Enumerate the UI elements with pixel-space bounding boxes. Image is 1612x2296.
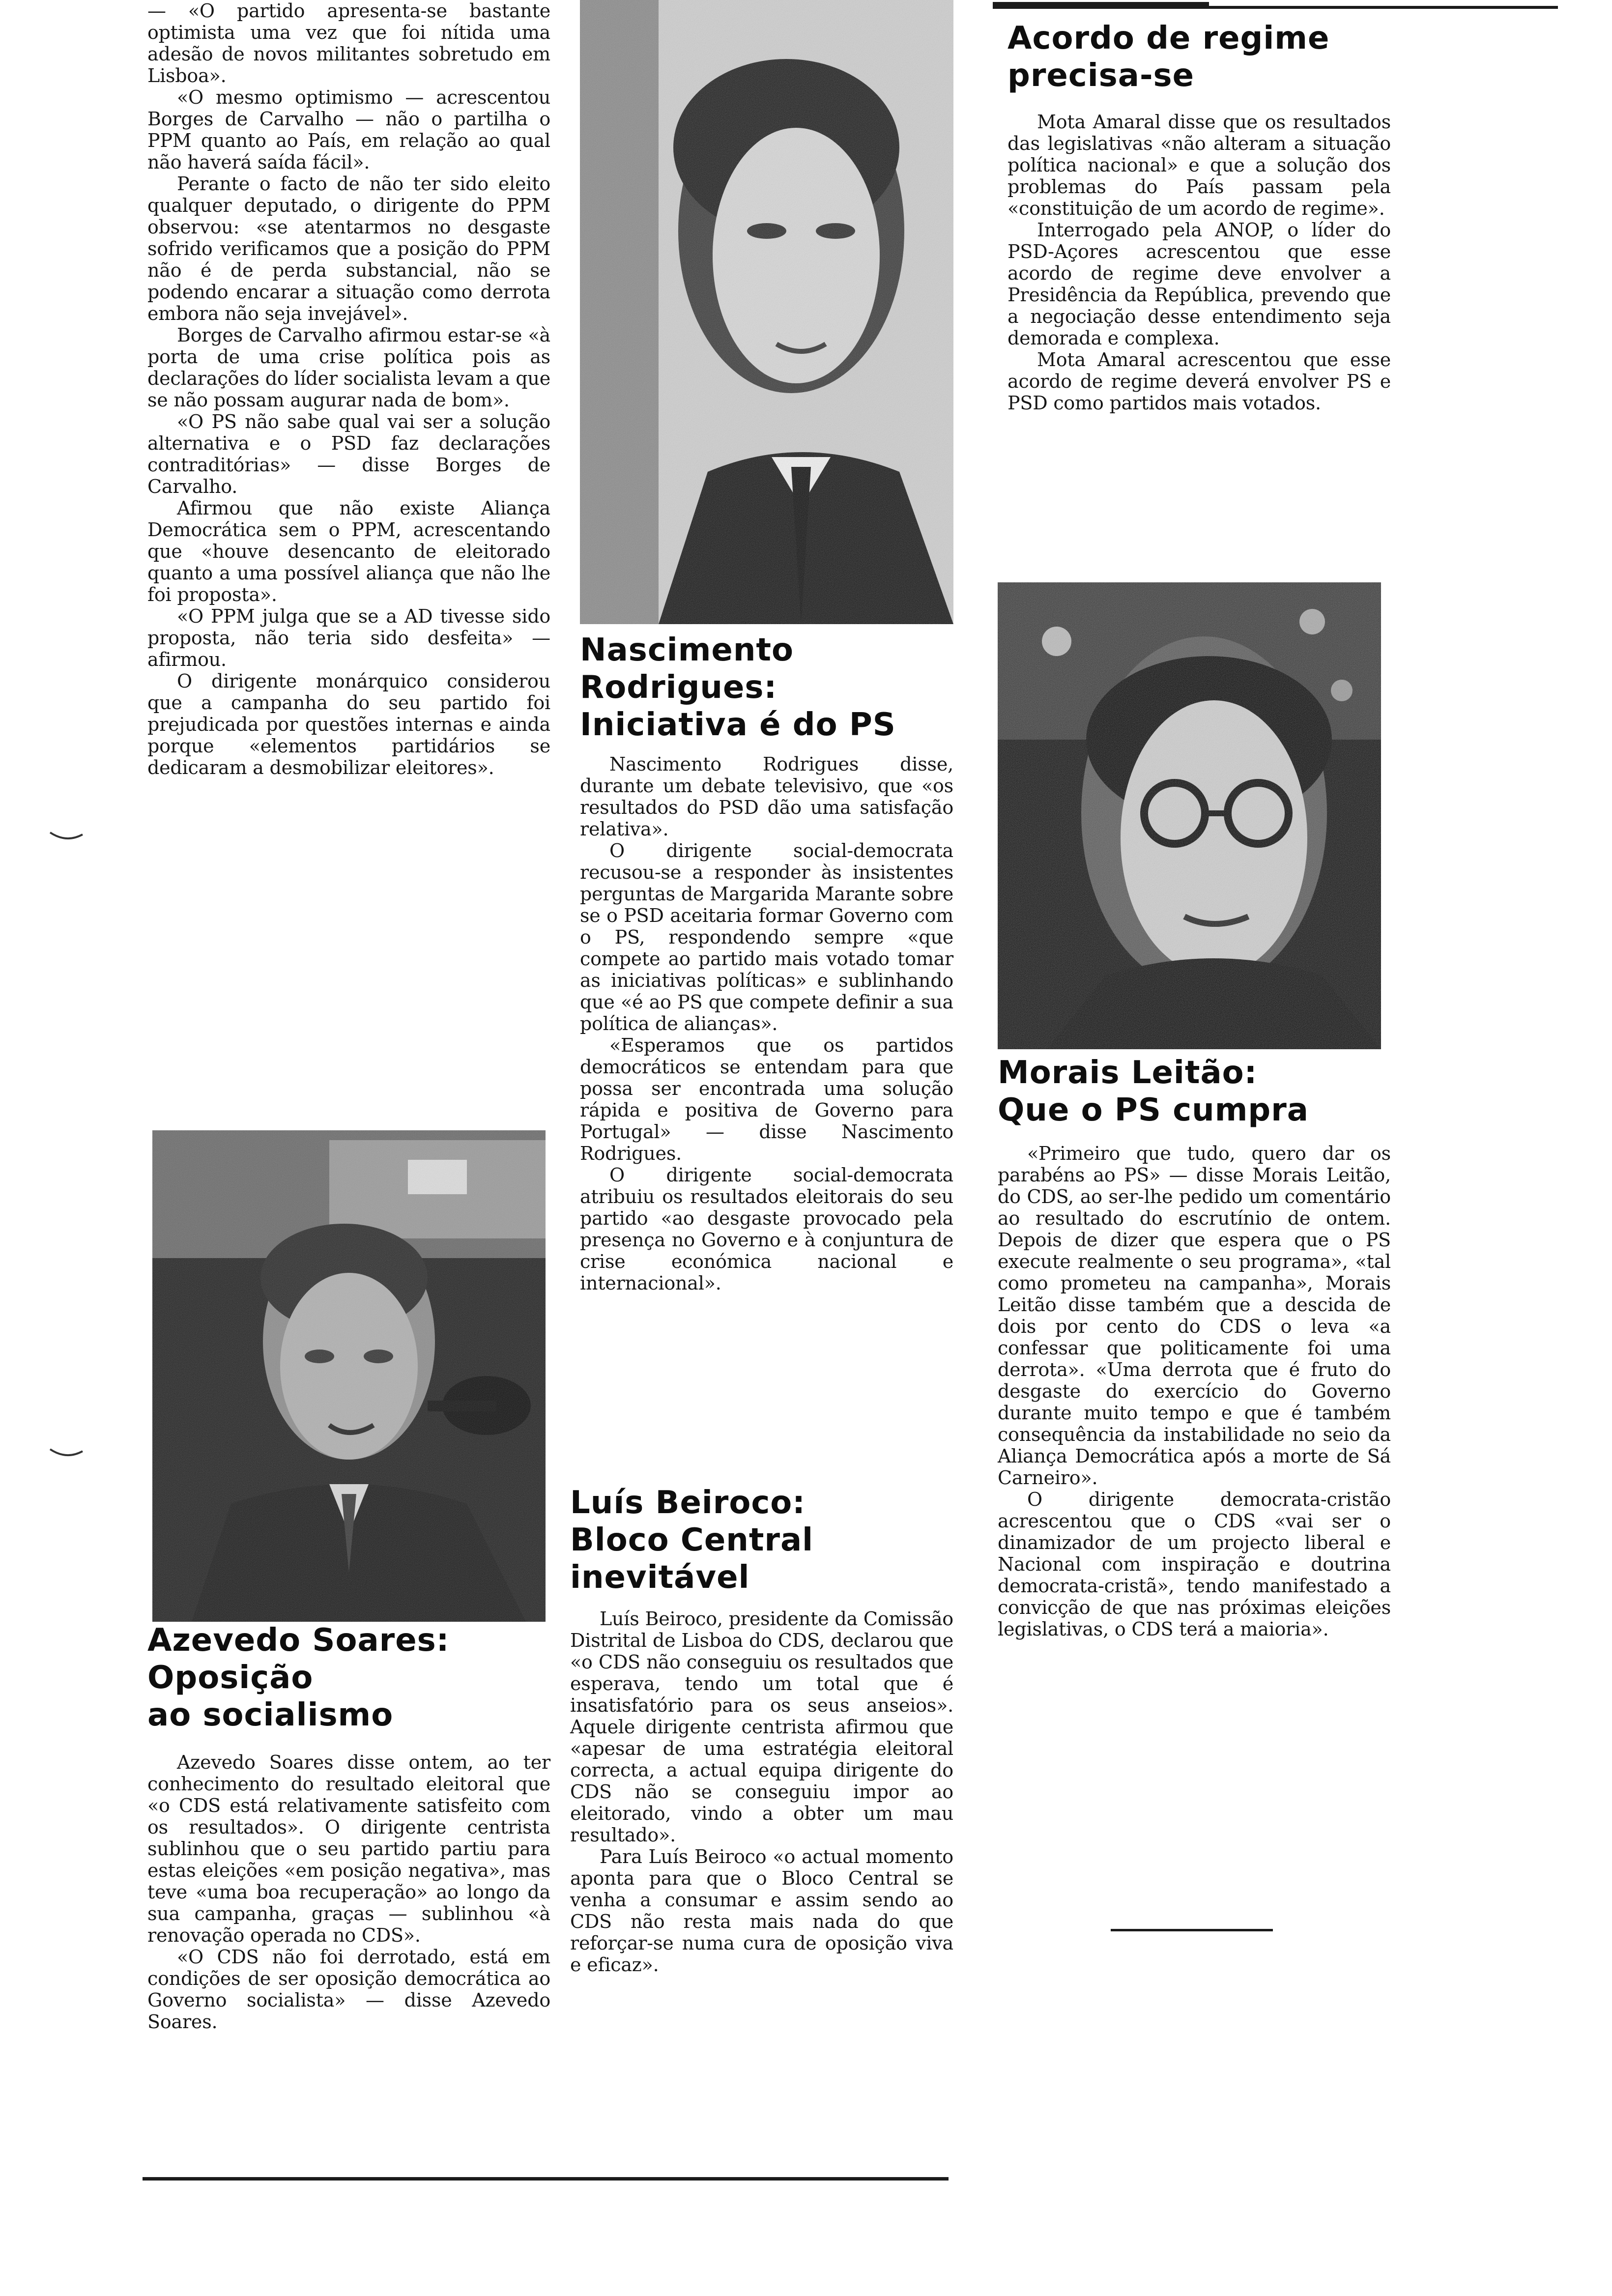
photo-morais-leitao	[998, 582, 1381, 1049]
bottom-rule	[143, 2177, 949, 2181]
article-azevedo-soares	[147, 1622, 550, 2033]
top-rule-thick	[993, 2, 1209, 7]
paragraph: Mota Amaral disse que os resultados das legislativas «não alteram a situação política nacional» e que a solução dos problemas do País passam pela «constituição de um acordo de regime».	[1008, 111, 1391, 219]
paragraph: O dirigente social-democrata recusou-se a responder às insistentes perguntas de Margarida Marante sobre se o PSD aceitaria formar Governo com o PS, respondendo sempre «que compete ao partido mais votado tomar as iniciativas políticas» e sublinhando que «é ao PS que compete definir a sua política de alianças».	[580, 840, 953, 1034]
heading-line: Oposição	[147, 1660, 314, 1696]
paragraph: — «O partido apresenta-se bastante optimista uma vez que foi nítida uma adesão de novos militantes sobretudo em Lisboa».	[147, 0, 550, 86]
paragraph: O dirigente social-democrata atribuiu os resultados eleitorais do seu partido «ao desgaste provocado pela presença no Governo e à conjuntura de crise económica nacional e internacional».	[580, 1164, 953, 1294]
paragraph: O dirigente democrata-cristão acrescentou que o CDS «vai ser o dinamizador de um projecto liberal e Nacional com inspiração e doutrina democrata-cristã», tendo manifestado a convicção de que nas próximas eleições legislativas, o CDS terá a maioria».	[998, 1489, 1391, 1640]
photo-nascimento-rodrigues	[580, 0, 953, 624]
paragraph: «O CDS não foi derrotado, está em condições de ser oposição democrática ao Governo socialista» — disse Azevedo Soares.	[147, 1946, 550, 2033]
paragraph: «Primeiro que tudo, quero dar os parabéns ao PS» — disse Morais Leitão, do CDS, ao ser-lhe pedido um comentário ao resultado do escrutínio de ontem. Depois de dizer que espera que o PS execute realmente o seu programa», «tal como prometeu na campanha», Morais Leitão disse também que a descida de dois por cento do CDS o leva «a confessar que politicamente foi uma derrota». «Uma derrota que é fruto do desgaste do exercício do Governo durante muito tempo e que é também consequência da instabilidade no seio da Aliança Democrática após a morte de Sá Carneiro».	[998, 1143, 1391, 1489]
heading-line: Morais Leitão:	[998, 1055, 1258, 1091]
paragraph: Para Luís Beiroco «o actual momento aponta para que o Bloco Central se venha a consumar e assim sendo ao CDS não resta mais nada do que reforçar-se numa cura de oposição viva e eficaz».	[570, 1846, 953, 1976]
punch-mark	[49, 1447, 84, 1459]
heading-line: Nascimento	[580, 632, 794, 668]
article-luis-beiroco	[570, 1484, 953, 1976]
punch-mark	[49, 831, 84, 842]
heading-line: Bloco Central	[570, 1522, 814, 1558]
article-nascimento-rodrigues	[580, 631, 953, 1294]
heading-line: Luís Beiroco:	[570, 1485, 806, 1521]
end-rule	[1111, 1929, 1273, 1931]
paragraph: Nascimento Rodrigues disse, durante um debate televisivo, que «os resultados do PSD dão uma satisfação relativa».	[580, 753, 953, 840]
article-morais-leitao	[998, 1054, 1391, 1640]
heading-line: Iniciativa é do PS	[580, 707, 896, 743]
heading-line: Rodrigues:	[580, 669, 777, 706]
paragraph: «O mesmo optimismo — acrescentou Borges de Carvalho — não o partilha o PPM quanto ao País, em relação ao qual não haverá saída fácil».	[147, 86, 550, 173]
paragraph: Perante o facto de não ter sido eleito qualquer deputado, o dirigente do PPM observou: «se atentarmos no desgaste sofrido verificamos que a posição do PPM não é de perda substancial, não se podendo encarar a situação como derrota embora não seja invejável».	[147, 173, 550, 324]
paragraph: Interrogado pela ANOP, o líder do PSD-Açores acrescentou que esse acordo de regime deve envolver a Presidência da República, prevendo que a negociação desse entendimento seja demorada e complexa.	[1008, 219, 1391, 349]
photo-azevedo-soares	[152, 1130, 546, 1622]
heading-line: Azevedo Soares:	[147, 1622, 450, 1659]
heading-line: Que o PS cumpra	[998, 1092, 1309, 1128]
paragraph: «O PPM julga que se a AD tivesse sido proposta, não teria sido desfeita» — afirmou.	[147, 605, 550, 670]
paragraph: Mota Amaral acrescentou que esse acordo de regime deverá envolver PS e PSD como partidos mais votados.	[1008, 349, 1391, 414]
heading-line: ao socialismo	[147, 1697, 394, 1733]
paragraph: «O PS não sabe qual vai ser a solução alternativa e o PSD faz declarações contraditórias» — disse Borges de Carvalho.	[147, 411, 550, 497]
paragraph: «Esperamos que os partidos democráticos se entendam para que possa ser encontrada uma solução rápida e positiva de Governo para Portugal» — disse Nascimento Rodrigues.	[580, 1034, 953, 1164]
article-ppm	[147, 0, 550, 778]
heading-line: precisa-se	[1008, 57, 1194, 94]
paragraph: O dirigente monárquico considerou que a campanha do seu partido foi prejudicada por questões internas e ainda porque «elementos partidários se dedicaram a desmobilizar eleitores».	[147, 670, 550, 778]
article-mota-amaral	[1008, 20, 1391, 414]
paragraph: Afirmou que não existe Aliança Democrática sem o PPM, acrescentando que «houve desencanto de eleitorado quanto a uma possível aliança que não lhe foi proposta».	[147, 497, 550, 605]
paragraph: Luís Beiroco, presidente da Comissão Distrital de Lisboa do CDS, declarou que «o CDS não conseguiu os resultados que esperava, tendo um total que é insatisfatório para os seus anseios». Aquele dirigente centrista afirmou que «apesar de uma estratégia eleitoral correcta, a actual equipa dirigente do CDS não se conseguiu impor ao eleitorado, vindo a obter um mau resultado».	[570, 1608, 953, 1846]
paragraph: Azevedo Soares disse ontem, ao ter conhecimento do resultado eleitoral que «o CDS está relativamente satisfeito com os resultados». O dirigente centrista sublinhou que o seu partido partiu para estas eleições «em posição negativa», mas teve «uma boa recuperação» ao longo da sua campanha, graças — sublinhou «à renovação operada no CDS».	[147, 1751, 550, 1946]
paragraph: Borges de Carvalho afirmou estar-se «à porta de uma crise política pois as declarações do líder socialista levam a que se não possam augurar nada de bom».	[147, 324, 550, 411]
heading-line: inevitável	[570, 1559, 750, 1596]
heading-line: Acordo de regime	[1008, 20, 1330, 57]
